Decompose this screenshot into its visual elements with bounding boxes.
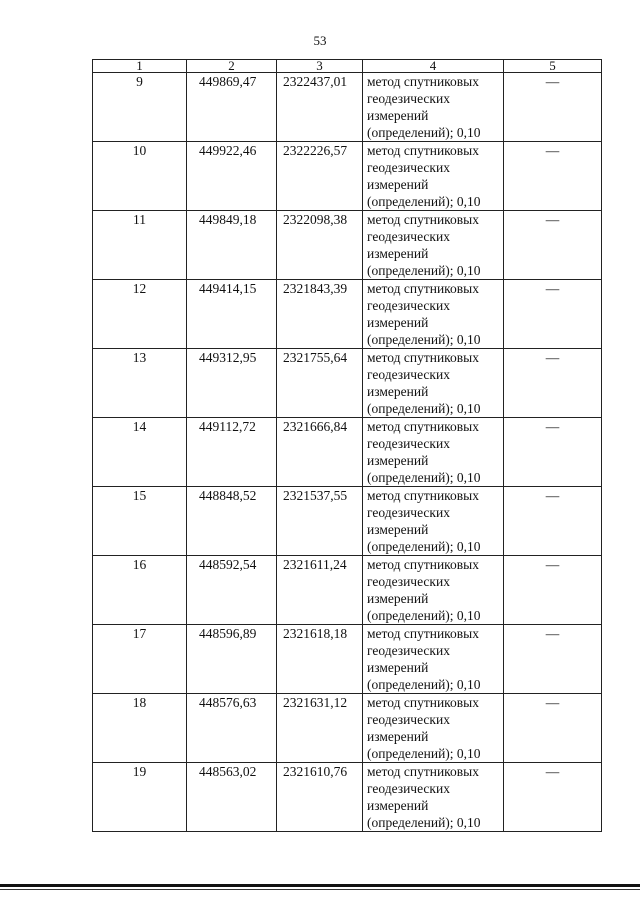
y-coordinate-cell: 2321843,39 <box>277 280 363 349</box>
point-number-cell: 10 <box>93 142 187 211</box>
method-text-line: измерений <box>367 108 429 123</box>
method-text-line: метод спутниковых <box>367 626 479 641</box>
y-coordinate-cell: 2321618,18 <box>277 625 363 694</box>
method-text-line: измерений <box>367 522 429 537</box>
x-coordinate-cell: 448563,02 <box>187 763 277 832</box>
point-number-cell: 9 <box>93 73 187 142</box>
x-coordinate-cell: 449414,15 <box>187 280 277 349</box>
method-text-line: метод спутниковых <box>367 74 479 89</box>
method-text-line: геодезических <box>367 712 450 727</box>
table-row <box>93 280 602 349</box>
point-number-cell: 17 <box>93 625 187 694</box>
table-row <box>93 556 602 625</box>
method-text-line: (определений); 0,10 <box>367 401 481 416</box>
method-text-line: (определений); 0,10 <box>367 470 481 485</box>
method-cell <box>363 763 504 832</box>
table-row <box>93 73 602 142</box>
y-coordinate-cell: 2322226,57 <box>277 142 363 211</box>
method-text-line: (определений); 0,10 <box>367 677 481 692</box>
note-cell: — <box>504 418 602 487</box>
method-text-line: (определений); 0,10 <box>367 263 481 278</box>
method-text-line: геодезических <box>367 91 450 106</box>
method-text-line: (определений); 0,10 <box>367 539 481 554</box>
method-text-line: геодезических <box>367 643 450 658</box>
point-number-cell: 18 <box>93 694 187 763</box>
x-coordinate-cell: 449312,95 <box>187 349 277 418</box>
note-cell: — <box>504 73 602 142</box>
method-text-line: метод спутниковых <box>367 488 479 503</box>
coordinates-table <box>92 59 602 832</box>
x-coordinate-cell: 448576,63 <box>187 694 277 763</box>
method-text-line: измерений <box>367 660 429 675</box>
x-coordinate-cell: 449869,47 <box>187 73 277 142</box>
note-cell: — <box>504 625 602 694</box>
note-cell: — <box>504 556 602 625</box>
note-cell: — <box>504 694 602 763</box>
method-text-line: (определений); 0,10 <box>367 125 481 140</box>
table-row <box>93 211 602 280</box>
point-number-cell: 13 <box>93 349 187 418</box>
x-coordinate-cell: 449922,46 <box>187 142 277 211</box>
method-text-line: (определений); 0,10 <box>367 815 481 830</box>
bottom-rule-thin <box>0 889 640 890</box>
method-cell <box>363 349 504 418</box>
point-number-cell: 16 <box>93 556 187 625</box>
x-coordinate-cell: 448592,54 <box>187 556 277 625</box>
method-text-line: геодезических <box>367 781 450 796</box>
header-col-5: 5 <box>504 60 602 73</box>
x-coordinate-cell: 449849,18 <box>187 211 277 280</box>
method-text-line: геодезических <box>367 229 450 244</box>
header-col-2: 2 <box>187 60 277 73</box>
header-col-1: 1 <box>93 60 187 73</box>
method-text-line: метод спутниковых <box>367 281 479 296</box>
method-text-line: метод спутниковых <box>367 419 479 434</box>
y-coordinate-cell: 2321631,12 <box>277 694 363 763</box>
method-cell <box>363 418 504 487</box>
method-text-line: измерений <box>367 246 429 261</box>
method-text-line: измерений <box>367 798 429 813</box>
y-coordinate-cell: 2321537,55 <box>277 487 363 556</box>
x-coordinate-cell: 448848,52 <box>187 487 277 556</box>
method-cell <box>363 280 504 349</box>
note-cell: — <box>504 211 602 280</box>
method-text-line: метод спутниковых <box>367 212 479 227</box>
method-cell <box>363 211 504 280</box>
note-cell: — <box>504 349 602 418</box>
point-number-cell: 14 <box>93 418 187 487</box>
method-cell <box>363 487 504 556</box>
method-text-line: измерений <box>367 315 429 330</box>
table-row <box>93 625 602 694</box>
table-body <box>93 73 602 832</box>
y-coordinate-cell: 2321755,64 <box>277 349 363 418</box>
table-row <box>93 487 602 556</box>
table-row <box>93 694 602 763</box>
x-coordinate-cell: 449112,72 <box>187 418 277 487</box>
method-text-line: геодезических <box>367 436 450 451</box>
method-cell <box>363 625 504 694</box>
method-text-line: измерений <box>367 177 429 192</box>
y-coordinate-cell: 2321610,76 <box>277 763 363 832</box>
page-number: 53 <box>313 33 327 48</box>
header-col-3: 3 <box>277 60 363 73</box>
bottom-rule <box>0 884 640 887</box>
x-coordinate-cell: 448596,89 <box>187 625 277 694</box>
method-text-line: измерений <box>367 384 429 399</box>
method-text-line: геодезических <box>367 160 450 175</box>
method-text-line: (определений); 0,10 <box>367 194 481 209</box>
table-row <box>93 763 602 832</box>
y-coordinate-cell: 2322098,38 <box>277 211 363 280</box>
note-cell: — <box>504 763 602 832</box>
method-cell <box>363 142 504 211</box>
method-text-line: геодезических <box>367 574 450 589</box>
method-text-line: измерений <box>367 729 429 744</box>
method-text-line: метод спутниковых <box>367 350 479 365</box>
method-cell <box>363 694 504 763</box>
point-number-cell: 19 <box>93 763 187 832</box>
point-number-cell: 12 <box>93 280 187 349</box>
method-cell <box>363 73 504 142</box>
note-cell: — <box>504 142 602 211</box>
table-row <box>93 142 602 211</box>
table-header-row <box>93 60 602 73</box>
method-text-line: измерений <box>367 591 429 606</box>
method-text-line: геодезических <box>367 298 450 313</box>
method-text-line: метод спутниковых <box>367 143 479 158</box>
method-text-line: метод спутниковых <box>367 764 479 779</box>
point-number-cell: 11 <box>93 211 187 280</box>
method-text-line: метод спутниковых <box>367 557 479 572</box>
table-row <box>93 349 602 418</box>
header-col-4: 4 <box>363 60 504 73</box>
point-number-cell: 15 <box>93 487 187 556</box>
method-text-line: измерений <box>367 453 429 468</box>
y-coordinate-cell: 2321611,24 <box>277 556 363 625</box>
method-text-line: (определений); 0,10 <box>367 746 481 761</box>
y-coordinate-cell: 2321666,84 <box>277 418 363 487</box>
note-cell: — <box>504 280 602 349</box>
y-coordinate-cell: 2322437,01 <box>277 73 363 142</box>
method-text-line: (определений); 0,10 <box>367 608 481 623</box>
method-cell <box>363 556 504 625</box>
note-cell: — <box>504 487 602 556</box>
method-text-line: (определений); 0,10 <box>367 332 481 347</box>
method-text-line: метод спутниковых <box>367 695 479 710</box>
table-row <box>93 418 602 487</box>
method-text-line: геодезических <box>367 367 450 382</box>
method-text-line: геодезических <box>367 505 450 520</box>
